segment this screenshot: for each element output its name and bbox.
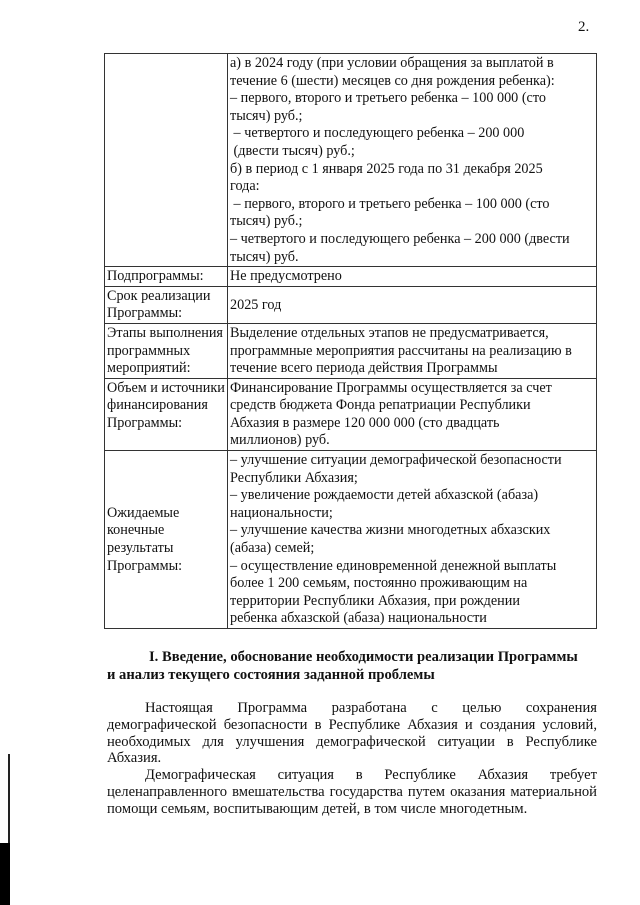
text-line: программные мероприятия рассчитаны на реализацию в (230, 342, 572, 359)
text-line: а) в 2024 году (при условии обращения за выплатой в (230, 55, 554, 71)
text-line: (абаза) семей; (230, 540, 315, 557)
text-line: 2025 год (230, 296, 282, 313)
text-line: – улучшение качества жизни многодетных абхазских (230, 522, 551, 539)
text-line: Выделение отдельных этапов не предусматривается, (230, 324, 549, 341)
text-line: – четвертого и последующего ребенка – 200 000 (230, 125, 525, 142)
row-value (228, 267, 597, 287)
text-line: тысяч) руб.; (230, 107, 303, 124)
text-line: – первого, второго и третьего ребенка – 100 000 (сто (230, 195, 550, 212)
table-row-funding (105, 378, 597, 450)
section-heading (107, 648, 597, 684)
section-heading-line-2: и анализ текущего состояния заданной проблемы (107, 667, 435, 683)
row-label: Этапы выполнения программных мероприятий: (105, 323, 228, 378)
text-line: – осуществление единовременной денежной выплаты (230, 557, 557, 574)
row-label: Срок реализации Программы: (105, 286, 228, 323)
text-line: тысяч) руб.; (230, 213, 303, 230)
row-value (228, 286, 597, 323)
text-line: национальности; (230, 504, 333, 521)
text-line: Финансирование Программы осуществляется за счет (230, 379, 552, 396)
scan-edge-shadow (0, 843, 10, 905)
table-row-payment-amounts (105, 54, 597, 267)
table-row-stages (105, 323, 597, 378)
row-label (105, 54, 228, 267)
section-heading-line-1: I. Введение, обоснование необходимости реализации Программы (149, 649, 578, 665)
row-value (228, 451, 597, 629)
row-value (228, 54, 597, 267)
text-line: – первого, второго и третьего ребенка – 100 000 (сто (230, 90, 546, 107)
text-line: течение 6 (шести) месяцев со дня рождения ребенка): (230, 72, 555, 89)
text-line: Не предусмотрено (230, 268, 342, 285)
table-row-subprograms (105, 267, 597, 287)
text-line: (двести тысяч) руб.; (230, 142, 355, 159)
row-label: Объем и источники финансирования Программы: (105, 378, 228, 450)
text-line: более 1 200 семьям, постоянно проживающим на (230, 575, 528, 592)
section-body (107, 700, 597, 818)
text-line: ребенка абхазской (абаза) национальности (230, 610, 487, 627)
text-line: – улучшение ситуации демографической безопасности (230, 452, 562, 469)
text-line: территории Республики Абхазия, при рождении (230, 592, 520, 609)
table-row-expected-results (105, 451, 597, 629)
page-number: 2. (578, 19, 590, 35)
text-line: миллионов) руб. (230, 432, 330, 449)
text-line: Абхазия в размере 120 000 000 (сто двадцать (230, 414, 500, 431)
text-line: Республики Абхазия; (230, 469, 358, 486)
paragraph: Демографическая ситуация в Республике Абхазия требует целенаправленного вмешательства государства путем оказания материальной помощи семьям, воспитывающим детей, в том числе многодетным. (107, 767, 597, 817)
text-line: – четвертого и последующего ребенка – 200 000 (двести (230, 230, 570, 247)
table-row-term (105, 286, 597, 323)
program-passport-table (104, 53, 597, 629)
text-line: б) в период с 1 января 2025 года по 31 декабря 2025 (230, 160, 543, 177)
text-line: – увеличение рождаемости детей абхазской (абаза) (230, 487, 539, 504)
text-line: тысяч) руб. (230, 248, 299, 265)
row-value (228, 378, 597, 450)
text-line: года: (230, 178, 260, 195)
row-value (228, 323, 597, 378)
text-line: средств бюджета Фонда репатриации Республики (230, 397, 531, 414)
text-line: течение всего периода действия Программы (230, 360, 498, 377)
row-label: Ожидаемые конечные результаты Программы: (105, 451, 228, 629)
paragraph: Настоящая Программа разработана с целью сохранения демографической безопасности в Республике Абхазия и создания условий, необходимых для улучшения демографической ситуации в Республике Абхазия. (107, 700, 597, 767)
row-label: Подпрограммы: (105, 267, 228, 287)
